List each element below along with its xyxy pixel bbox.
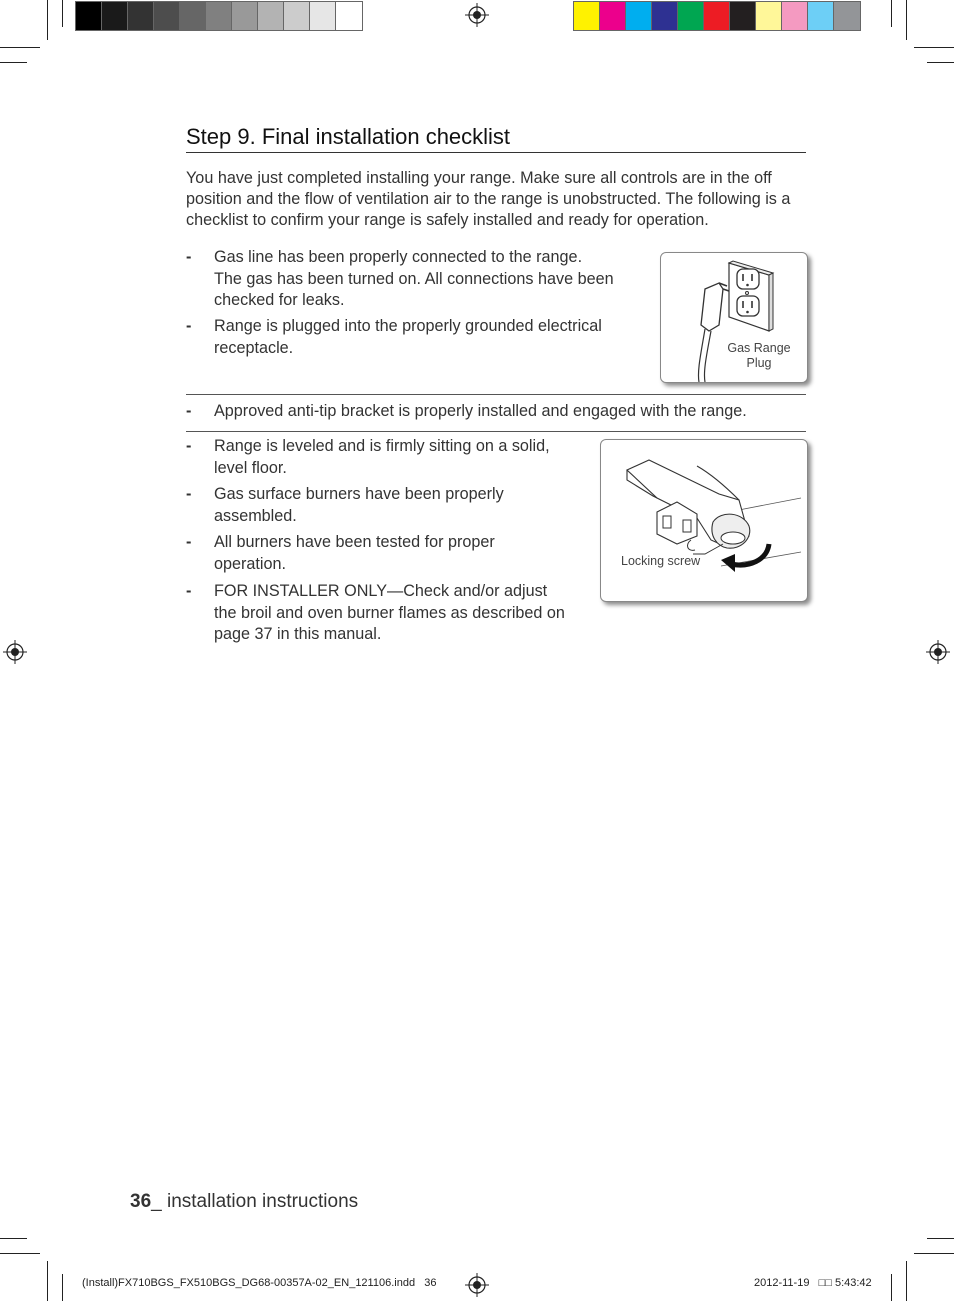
list-item bbox=[186, 436, 586, 480]
color-swatch bbox=[730, 2, 756, 30]
color-swatch bbox=[834, 2, 860, 30]
color-swatch bbox=[626, 2, 652, 30]
crop-mark bbox=[914, 1253, 954, 1254]
crop-mark bbox=[927, 62, 954, 63]
page-title: Step 9. Final installation checklist bbox=[186, 124, 806, 153]
bullet-dash: - bbox=[186, 437, 192, 455]
crop-mark bbox=[927, 1238, 954, 1239]
color-swatch bbox=[102, 2, 128, 30]
crop-mark bbox=[914, 47, 954, 48]
list-item-text: Range is plugged into the properly grounded electrical receptacle. bbox=[214, 317, 602, 357]
crop-mark bbox=[0, 1238, 27, 1239]
bullet-dash: - bbox=[186, 248, 192, 266]
crop-mark bbox=[906, 0, 907, 40]
slug-file-name: (Install)FX710BGS_FX510BGS_DG68-00357A-02_EN_121106.indd 36 bbox=[82, 1277, 437, 1289]
bullet-dash: - bbox=[186, 317, 192, 335]
figure-label: Gas Range Plug bbox=[727, 341, 791, 370]
page-number: 36 bbox=[130, 1191, 152, 1212]
process-color-bar bbox=[573, 1, 861, 31]
section-divider bbox=[186, 394, 806, 395]
crop-mark bbox=[891, 0, 892, 27]
list-item-text: Range is leveled and is firmly sitting on a solid, level floor. bbox=[214, 437, 550, 477]
list-item-text: All burners have been tested for proper operation. bbox=[214, 533, 495, 573]
registration-mark-icon bbox=[926, 640, 950, 664]
registration-mark-icon bbox=[465, 1273, 489, 1297]
color-swatch bbox=[704, 2, 730, 30]
crop-mark bbox=[47, 0, 48, 40]
crop-mark bbox=[0, 62, 27, 63]
grayscale-color-bar bbox=[75, 1, 363, 31]
list-item-text: FOR INSTALLER ONLY—Check and/or adjust the broil and oven burner flames as described on page 37 in this manual. bbox=[214, 582, 565, 643]
color-swatch bbox=[76, 2, 102, 30]
crop-mark bbox=[891, 1274, 892, 1301]
list-item bbox=[186, 581, 586, 647]
color-swatch bbox=[232, 2, 258, 30]
crop-mark bbox=[62, 1274, 63, 1301]
intro-paragraph: You have just completed installing your range. Make sure all controls are in the off position and the flow of ventilation air to the range is unobstructed. The following is a checklist to confirm your range is safely installed and ready for operation. bbox=[186, 169, 791, 229]
color-swatch bbox=[154, 2, 180, 30]
figure-label: Locking screw bbox=[621, 554, 701, 568]
anti-tip-bracket-illustration bbox=[601, 440, 807, 601]
bullet-dash: - bbox=[186, 582, 192, 600]
crop-mark bbox=[0, 47, 40, 48]
bullet-dash: - bbox=[186, 533, 192, 551]
list-item bbox=[186, 532, 586, 576]
crop-mark bbox=[62, 0, 63, 27]
gas-range-plug-figure bbox=[660, 252, 808, 383]
registration-mark-icon bbox=[465, 3, 489, 27]
color-swatch bbox=[206, 2, 232, 30]
crop-mark bbox=[906, 1261, 907, 1301]
locking-screw-figure bbox=[600, 439, 808, 602]
slug-timestamp: 2012-11-19 □□ 5:43:42 bbox=[754, 1277, 872, 1289]
list-item-text: Gas surface burners have been properly assembled. bbox=[214, 485, 504, 525]
footer-section-title: _ installation instructions bbox=[151, 1191, 359, 1212]
color-swatch bbox=[678, 2, 704, 30]
list-item-text: Approved anti-tip bracket is properly installed and engaged with the range. bbox=[214, 402, 747, 420]
color-swatch bbox=[128, 2, 154, 30]
bullet-dash: - bbox=[186, 485, 192, 503]
crop-mark bbox=[0, 1253, 40, 1254]
color-swatch bbox=[652, 2, 678, 30]
color-swatch bbox=[808, 2, 834, 30]
bullet-dash: - bbox=[186, 402, 192, 420]
crop-mark bbox=[47, 1261, 48, 1301]
color-swatch bbox=[600, 2, 626, 30]
list-item bbox=[186, 401, 806, 423]
list-item bbox=[186, 247, 626, 313]
color-swatch bbox=[336, 2, 362, 30]
registration-mark-icon bbox=[3, 640, 27, 664]
color-swatch bbox=[284, 2, 310, 30]
color-swatch bbox=[574, 2, 600, 30]
color-swatch bbox=[180, 2, 206, 30]
color-swatch bbox=[310, 2, 336, 30]
page-footer bbox=[130, 1191, 358, 1213]
list-item bbox=[186, 316, 626, 360]
list-item-text: Gas line has been properly connected to the range. The gas has been turned on. All connections have been checked for leaks. bbox=[214, 248, 614, 309]
list-item bbox=[186, 484, 586, 528]
section-divider bbox=[186, 431, 806, 432]
color-swatch bbox=[756, 2, 782, 30]
color-swatch bbox=[258, 2, 284, 30]
color-swatch bbox=[782, 2, 808, 30]
